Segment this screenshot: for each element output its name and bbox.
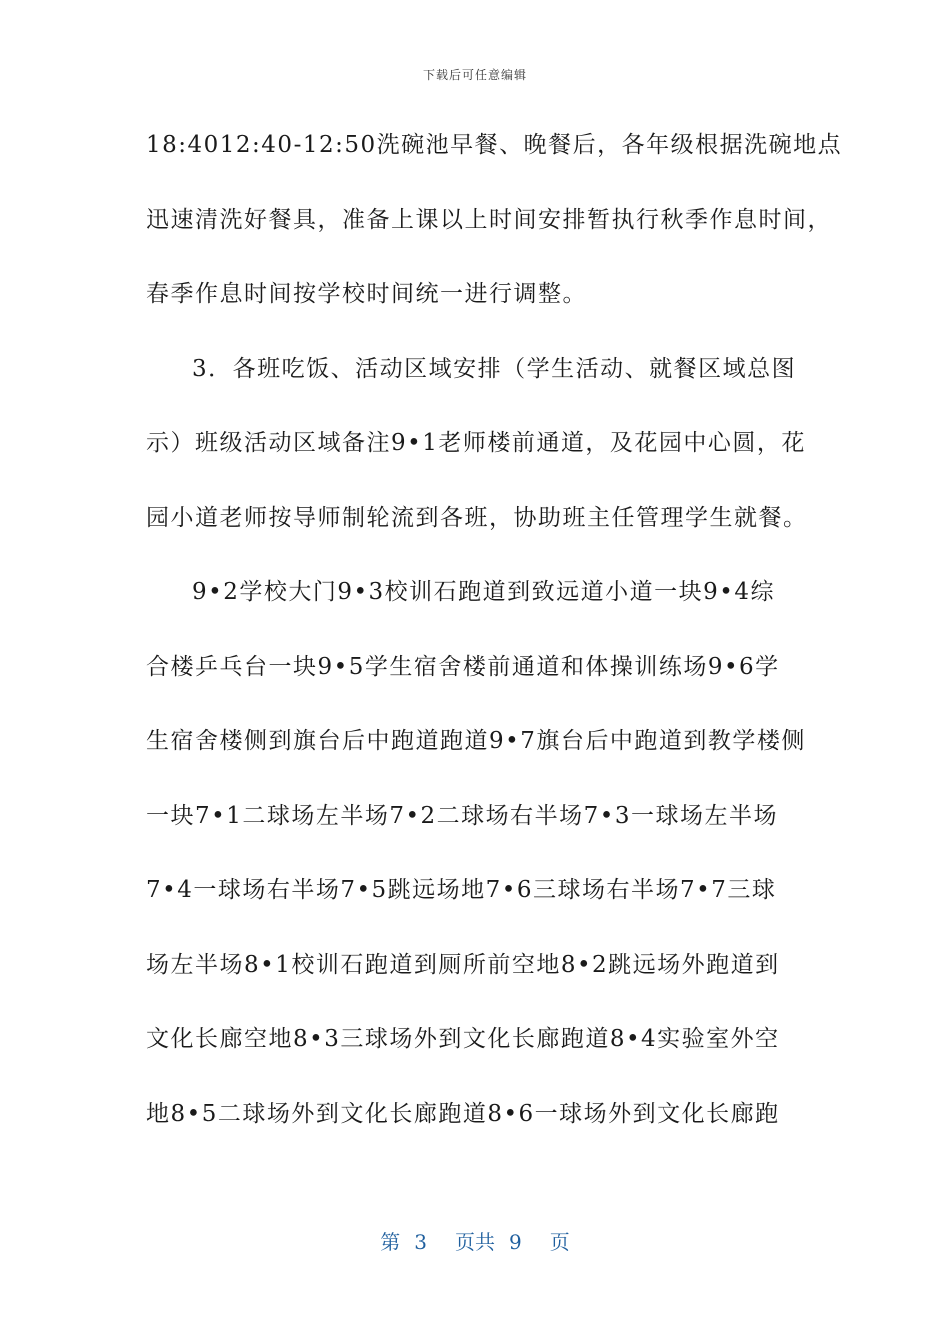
text-line: 迅速清洗好餐具，准备上课以上时间安排暂执行秋季作息时间， [146,206,832,233]
footer-label-page: 第 [380,1230,401,1254]
text-line: 7•4一球场右半场7•5跳远场地7•6三球场右半场7•7三球 [146,877,777,903]
text-line: 一块7•1二球场左半场7•2二球场右半场7•3一球场左半场 [146,802,778,829]
text-line: 场左半场8•1校训石跑道到厕所前空地8•2跳远场外跑道到 [146,951,780,978]
text-line: 春季作息时间按学校时间统一进行调整。 [146,281,587,307]
text-line: 示）班级活动区域备注9•1老师楼前通道，及花园中心圆，花 [146,430,806,456]
text-line: 合楼乒乓台一块9•5学生宿舍楼前通道和体操训练场9•6学 [146,653,780,680]
text-line: 9•2学校大门9•3校训石跑道到致远道小道一块9•4综 [192,579,775,605]
text-line: 3．各班吃饭、活动区域安排（学生活动、就餐区域总图 [192,355,797,382]
text-line: 18:4012:40-12:50洗碗池早餐、晚餐后，各年级根据洗碗地点 [146,132,843,158]
footer-label-end: 页 [549,1230,570,1254]
text-line: 文化长廊空地8•3三球场外到文化长廊跑道8•4实验室外空 [146,1026,780,1052]
text-line: 地8•5二球场外到文化长廊跑道8•6一球场外到文化长廊跑 [146,1100,780,1127]
text-line: 园小道老师按导师制轮流到各班，协助班主任管理学生就餐。 [146,504,808,531]
text-line: 生宿舍楼侧到旗台后中跑道跑道9•7旗台后中跑道到教学楼侧 [146,728,806,754]
page-footer [0,1226,950,1255]
page-header: 下载后可任意编辑 [422,68,527,82]
document-body [146,123,843,1166]
footer-total-pages: 9 [509,1230,522,1254]
footer-label-total: 页共 [455,1230,495,1254]
footer-current-page: 3 [414,1230,427,1254]
